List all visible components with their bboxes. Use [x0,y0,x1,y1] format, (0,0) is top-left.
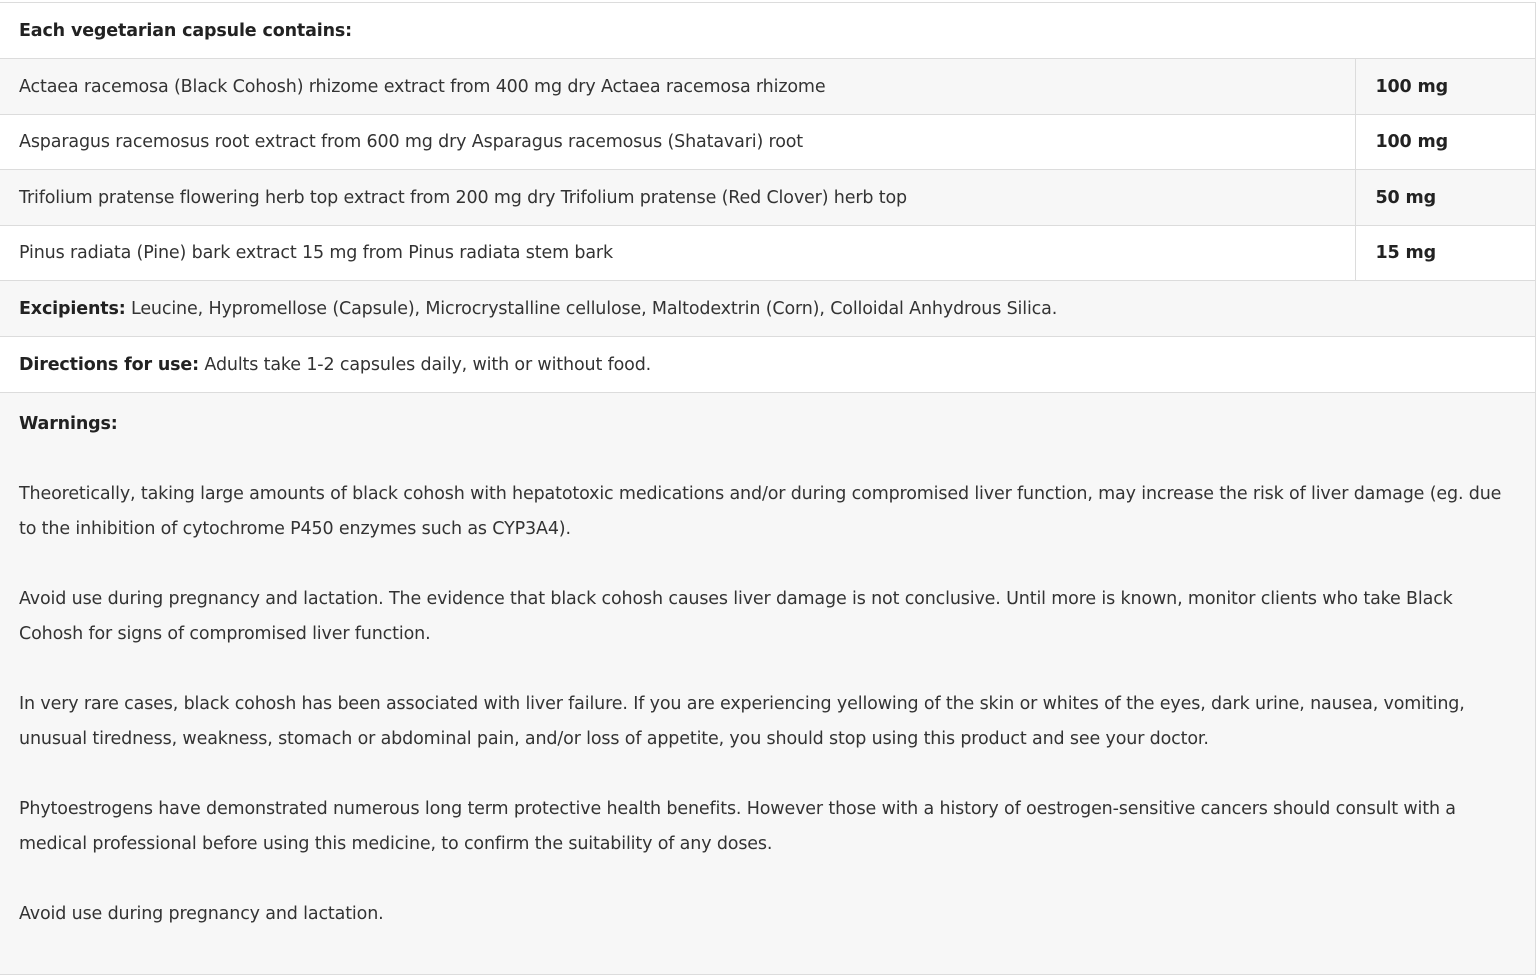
header-row [0,3,1535,59]
ingredient-amount: 15 mg [1355,226,1535,281]
warnings-cell [0,393,1535,975]
ingredient-description: Actaea racemosa (Black Cohosh) rhizome extract from 400 mg dry Actaea racemosa rhizome [0,59,1355,115]
warnings-row [0,393,1535,975]
directions-text: Adults take 1-2 capsules daily, with or without food. [199,354,652,375]
directions-cell [0,337,1535,393]
product-info-table [0,2,1536,975]
ingredient-amount: 100 mg [1355,115,1535,170]
warning-paragraph: Avoid use during pregnancy and lactation. [19,904,384,924]
directions-row [0,337,1535,393]
excipients-label: Excipients: [19,298,126,319]
ingredient-description: Pinus radiata (Pine) bark extract 15 mg from Pinus radiata stem bark [0,226,1355,281]
capsule-contents-heading: Each vegetarian capsule contains: [0,3,1535,59]
excipients-text: Leucine, Hypromellose (Capsule), Microcrystalline cellulose, Maltodextrin (Corn), Colloidal Anhydrous Silica. [125,298,1058,319]
warning-paragraph: Avoid use during pregnancy and lactation. The evidence that black cohosh causes liver damage is not conclusive. Until more is known, monitor clients who take Black Cohosh for signs of compromised liver function. [19,589,1453,644]
ingredient-row [0,170,1535,226]
directions-label: Directions for use: [19,354,200,375]
ingredient-row [0,226,1535,281]
ingredient-amount: 50 mg [1355,170,1535,226]
ingredient-amount: 100 mg [1355,59,1535,115]
warnings-title: Warnings: [19,414,118,434]
excipients-cell [0,281,1535,337]
ingredient-row [0,115,1535,170]
excipients-row [0,281,1535,337]
warning-paragraph: In very rare cases, black cohosh has been associated with liver failure. If you are experiencing yellowing of the skin or whites of the eyes, dark urine, nausea, vomiting, unusual tiredness, weakness, stomach or abdominal pain, and/or loss of appetite, you should stop using this product and see your doctor. [19,694,1465,749]
ingredient-row [0,59,1535,115]
ingredient-description: Trifolium pratense flowering herb top extract from 200 mg dry Trifolium pratense (Red Clover) herb top [0,170,1355,226]
ingredient-description: Asparagus racemosus root extract from 600 mg dry Asparagus racemosus (Shatavari) root [0,115,1355,170]
warning-paragraph: Theoretically, taking large amounts of black cohosh with hepatotoxic medications and/or during compromised liver function, may increase the risk of liver damage (eg. due to the inhibition of cytochrome P450 enzymes such as CYP3A4). [19,484,1502,539]
warning-paragraph: Phytoestrogens have demonstrated numerous long term protective health benefits. However those with a history of oestrogen-sensitive cancers should consult with a medical professional before using this medicine, to confirm the suitability of any doses. [19,799,1456,854]
